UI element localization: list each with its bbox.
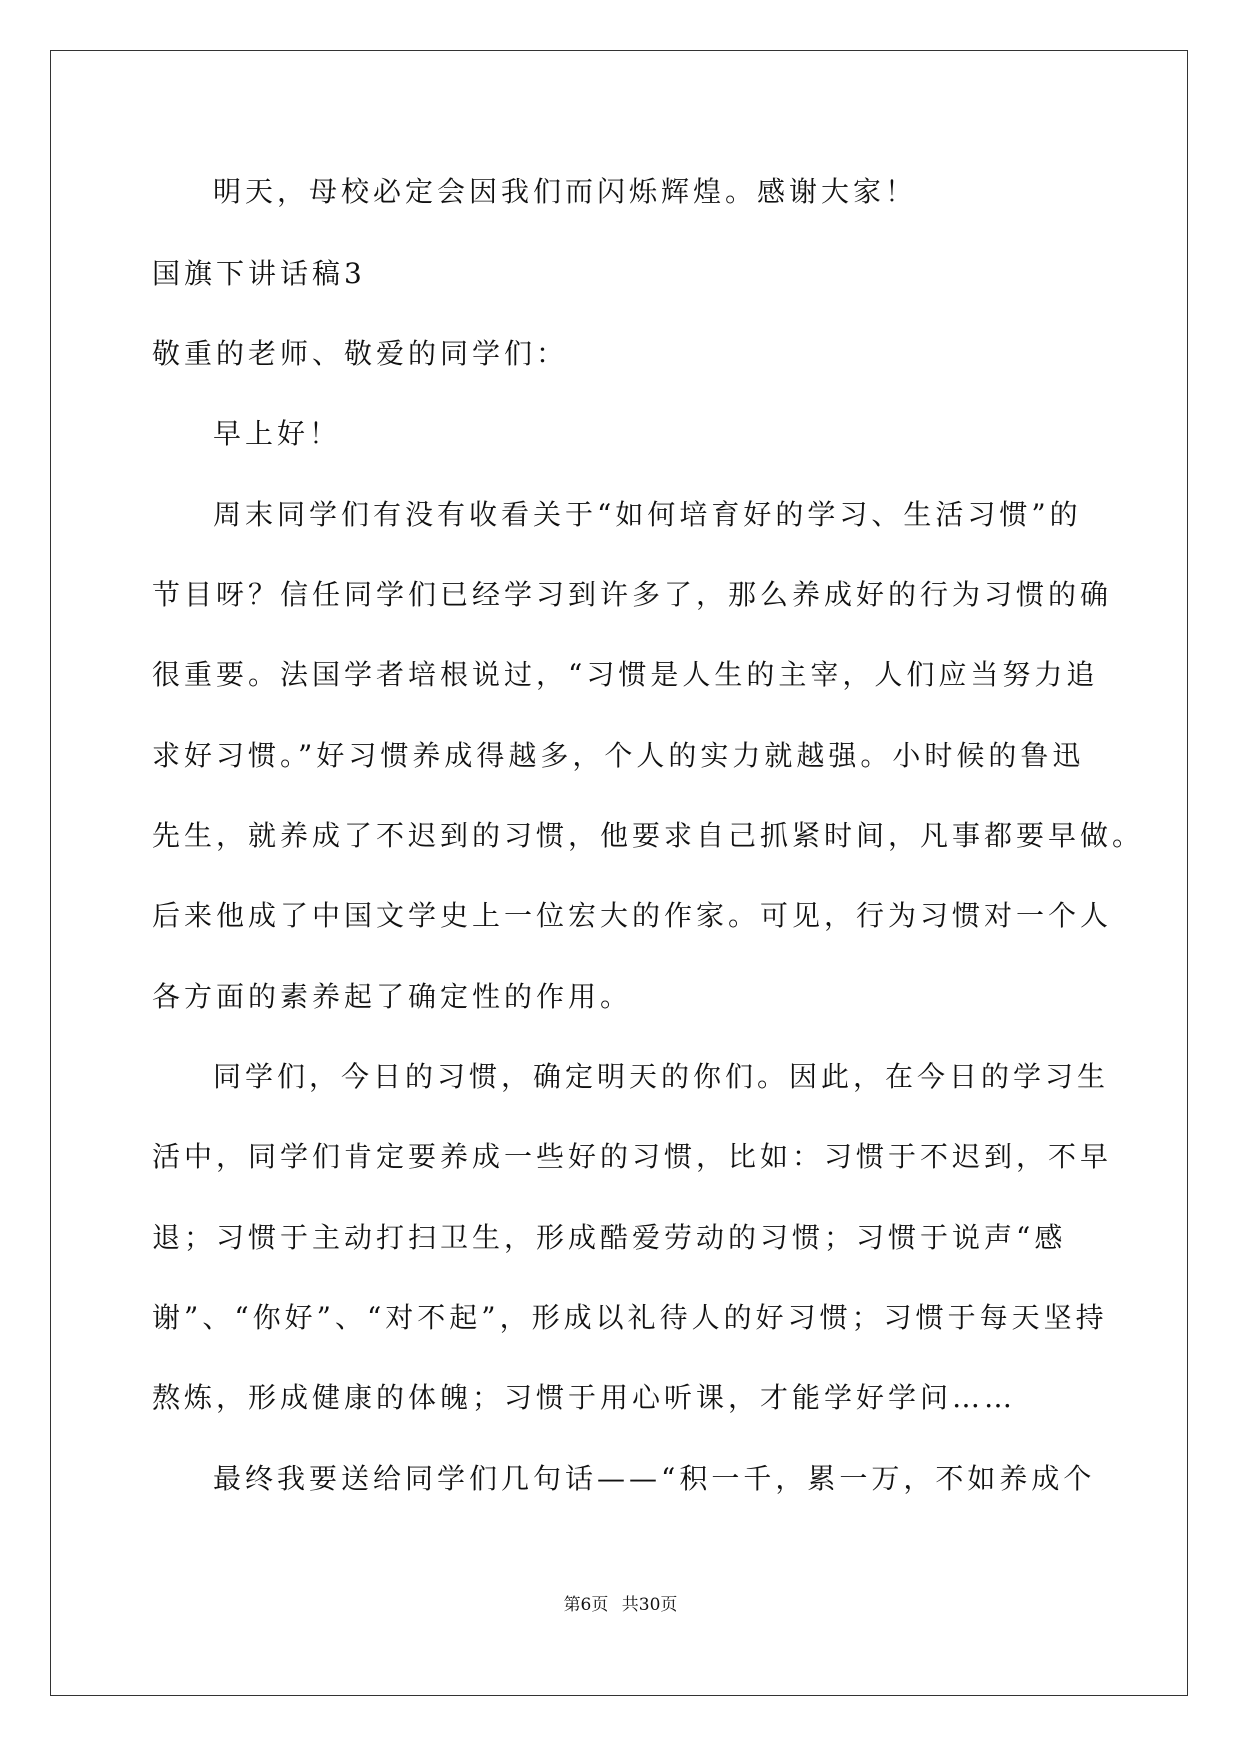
text-line: 退；习惯于主动打扫卫生，形成酷爱劳动的习惯；习惯于说声“感 (152, 1221, 1067, 1254)
salutation: 敬重的老师、敬爱的同学们： (152, 337, 569, 370)
text-line: 周末同学们有没有收看关于“如何培育好的学习、生活习惯”的 (213, 498, 1082, 531)
text-line: 后来他成了中国文学史上一位宏大的作家。可见，行为习惯对一个人 (152, 899, 1113, 932)
section-heading: 国旗下讲话稿3 (152, 257, 366, 290)
page-border (50, 50, 1188, 1696)
text-line: 同学们，今日的习惯，确定明天的你们。因此，在今日的学习生 (213, 1060, 1110, 1093)
text-line: 明天，母校必定会因我们而闪烁辉煌。感谢大家！ (213, 175, 918, 208)
text-line: 各方面的素养起了确定性的作用。 (152, 980, 633, 1013)
text-line: 熬炼，形成健康的体魄；习惯于用心听课，才能学好学问…… (152, 1381, 1017, 1414)
text-line: 很重要。法国学者培根说过，“习惯是人生的主宰，人们应当努力追 (152, 658, 1099, 691)
text-line: 最终我要送给同学们几句话——“积一千，累一万，不如养成个 (213, 1462, 1096, 1495)
text-line: 求好习惯。”好习惯养成得越多，个人的实力就越强。小时候的鲁迅 (152, 739, 1085, 772)
text-line: 节目呀？信任同学们已经学习到许多了，那么养成好的行为习惯的确 (152, 578, 1113, 611)
page-number: 第6页 (563, 1595, 609, 1615)
text-line: 活中，同学们肯定要养成一些好的习惯，比如：习惯于不迟到，不早 (152, 1140, 1113, 1173)
text-line: 先生，就养成了不迟到的习惯，他要求自己抓紧时间，凡事都要早做。 (152, 819, 1145, 852)
page-total: 共30页 (621, 1595, 678, 1615)
greeting: 早上好！ (213, 417, 342, 450)
page-footer (0, 1594, 1241, 1616)
text-line: 谢”、“你好”、“对不起”，形成以礼待人的好习惯；习惯于每天坚持 (152, 1301, 1108, 1334)
